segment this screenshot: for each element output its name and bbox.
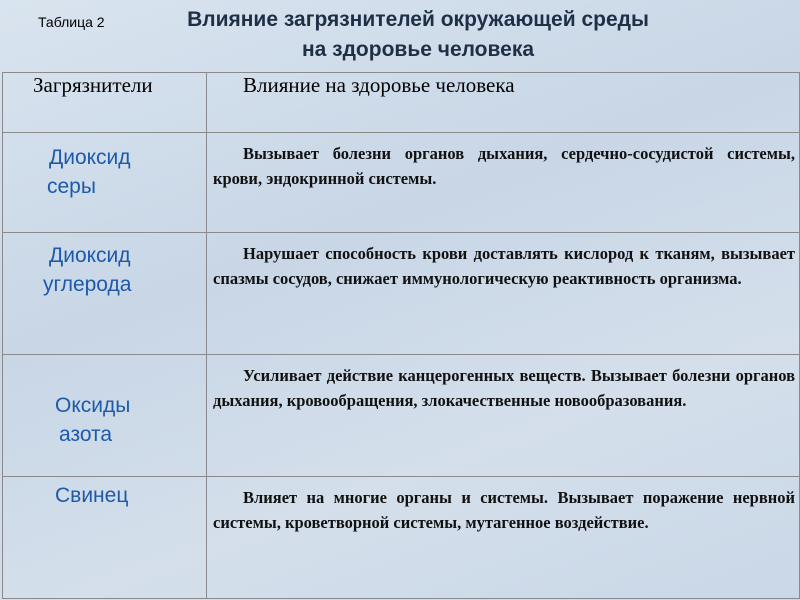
effect-cell [207,133,800,233]
pollutant-name [3,133,206,201]
effect-cell [207,233,800,355]
effect-cell [207,477,800,599]
effect-text: Вызывает болезни органов дыхания, сердечно-сосудистой системы, крови, эндокринной системы. [213,144,795,188]
pollutant-name-line-2: углерода [43,273,132,296]
table-row [3,355,800,477]
pollutant-cell [3,355,207,477]
pollutant-name-line-2: серы [47,175,96,198]
pollutant-name-line-1: Оксиды [55,394,131,417]
pollutant-name-line-2: азота [59,423,113,446]
slide-title-line-2: на здоровье человека [301,38,535,61]
table-header-row [3,73,800,133]
effect-cell [207,355,800,477]
pollutant-cell [3,233,207,355]
pollutant-name-line-1: Свинец [55,484,129,507]
pollutant-cell [3,477,207,599]
pollutant-name-line-1: Диоксид [49,244,131,267]
pollutants-table [2,72,800,599]
pollutant-name [3,477,206,510]
table-number-label: Таблица 2 [38,14,105,30]
column-header-pollutants: Загрязнители [3,73,207,133]
pollutant-name [3,355,206,449]
pollutant-cell [3,133,207,233]
table-row [3,477,800,599]
slide-header [0,0,800,72]
column-header-health-effect: Влияние на здоровье человека [207,73,800,133]
table-row [3,233,800,355]
table-row [3,133,800,233]
effect-text: Усиливает действие канцерогенных веществ. Вызывает болезни органов дыхания, кровообращения, злокачественные новообразования. [213,366,795,410]
pollutant-name-line-1: Диоксид [49,146,131,169]
slide-title-line-1: Влияние загрязнителей окружающей среды [187,8,649,31]
pollutant-name [3,233,206,299]
effect-text: Влияет на многие органы и системы. Вызывает поражение нервной системы, кроветворной системы, мутагенное воздействие. [213,488,795,532]
effect-text: Нарушает способность крови доставлять кислород к тканям, вызывает спазмы сосудов, снижает иммунологическую реактивность организма. [213,244,795,288]
